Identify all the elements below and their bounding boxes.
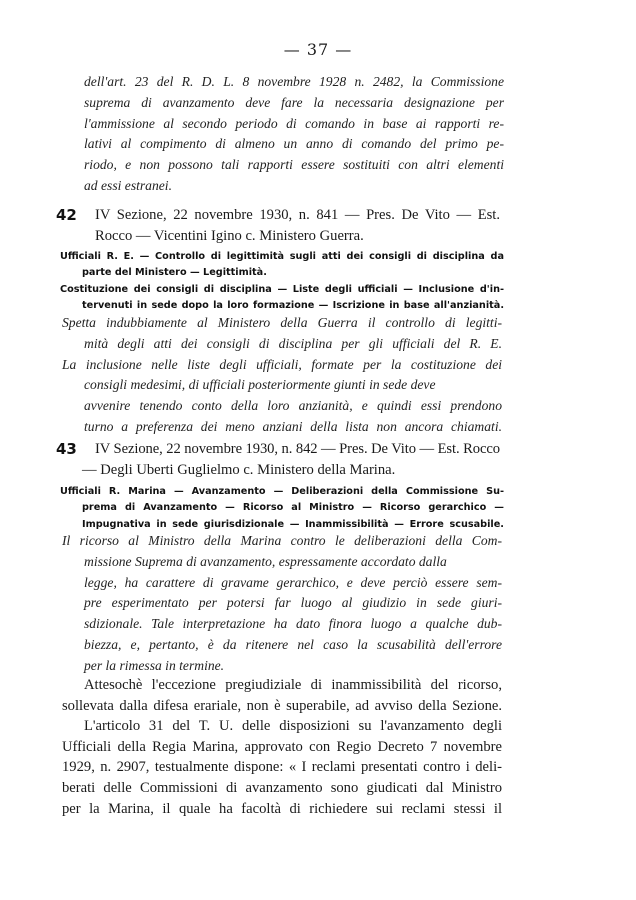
text-line: IV Sezione, 22 novembre 1930, n. 842 — Pres. De Vito — Est. Rocco [95, 441, 500, 457]
text-line: dell'art. 23 del R. D. L. 8 novembre 1928 n. 2482, la Commissione [84, 74, 504, 89]
text-line: parte del Ministero — Legittimità. [82, 267, 267, 279]
text-line: pre esperimentato per potersi far luogo al giudizio in sede giuri- [84, 595, 502, 611]
text-line: biezza, e, pertanto, è da ritenere nel caso la scusabilità dell'errore [84, 636, 502, 652]
text-line: Impugnativa in sede giurisdizionale — Inammissibilità — Errore scusabile. [82, 518, 504, 530]
text-line: avvenire tenendo conto della loro anzianità, e quindi essi prendono [84, 398, 502, 414]
decision-body [62, 675, 502, 819]
text-line: Costituzione dei consigli di disciplina — Liste degli ufficiali — Inclusione d'in- [60, 283, 504, 295]
text-line: L'articolo 31 del T. U. delle disposizioni su l'avanzamento degli [84, 718, 502, 735]
text-line: legge, ha carattere di gravame gerarchico, e deve perciò essere sem- [84, 574, 502, 590]
text-line: sollevata dalla difesa erariale, non è superabile, ad avviso della Sezione. [62, 697, 502, 714]
text-line: missione Suprema di avanzamento, espressamente accordato dalla [84, 553, 447, 569]
text-line: l'ammissione al secondo periodo di comando in base ai rapporti re- [84, 115, 504, 131]
text-line: tervenuti in sede dopo la loro formazione — Iscrizione in base all'anzianità. [82, 300, 504, 312]
case-42-number: 42 [56, 206, 77, 224]
page-number: — 37 — [283, 40, 353, 59]
text-line: La inclusione nelle liste degli ufficiali, formate per la costituzione dei [62, 356, 502, 372]
text-line: berati delle Commissioni di avanzamento sono giudicati dal Ministro [62, 779, 502, 796]
text-line: Ufficiali R. Marina — Avanzamento — Deliberazioni della Commissione Su- [60, 486, 504, 497]
case-42-maxim [62, 313, 502, 438]
text-line: sdizionale. Tale interpretazione ha dato finora luogo a qualche dub- [84, 616, 502, 632]
text-line: per la Marina, il quale ha facoltà di richiedere sui reclami stessi il [62, 800, 502, 817]
case-42-subject [60, 249, 504, 315]
text-line: IV Sezione, 22 novembre 1930, n. 841 — Pres. De Vito — Est. [95, 207, 500, 223]
text-line: lativi al compimento di almeno un anno di comando del primo pe- [84, 136, 504, 152]
text-line: Il ricorso al Ministro della Marina contro le deliberazioni della Com- [62, 533, 502, 548]
text-line: — Degli Uberti Guglielmo c. Ministero della Marina. [82, 461, 396, 478]
case-43-number: 43 [56, 440, 77, 458]
text-line: mità degli atti dei consigli di disciplina per gli ufficiali del R. E. [84, 335, 502, 351]
case-42-heading [95, 205, 500, 246]
text-line: consigli medesimi, di ufficiali posteriormente giunti in sede deve [84, 377, 436, 393]
text-line: prema di Avanzamento — Ricorso al Ministro — Ricorso gerarchico — [82, 502, 504, 514]
text-line: Ufficiali della Regia Marina, approvato con Regio Decreto 7 novembre [62, 738, 502, 755]
text-line: Rocco — Vicentini Igino c. Ministero Guerra. [95, 227, 364, 244]
text-line: Attesochè l'eccezione pregiudiziale di inammissibilità del ricorso, [84, 677, 502, 693]
text-line: turno a preferenza dei meno anziani della lista non ancora chiamati. [84, 418, 502, 434]
case-43-maxim [62, 531, 502, 677]
text-line: suprema di avanzamento deve fare la necessaria designazione per [84, 94, 504, 110]
intro-maxim [84, 72, 504, 197]
text-line: ad essi estranei. [84, 177, 172, 193]
text-line: per la rimessa in termine. [84, 657, 225, 673]
text-line: Spetta indubbiamente al Ministero della Guerra il controllo di legitti- [62, 315, 502, 330]
text-line: 1929, n. 2907, testualmente dispone: « I reclami presentati contro i deli- [62, 759, 502, 776]
case-43-heading [82, 439, 500, 480]
text-line: riodo, e non possono tali rapporti essere sostituiti con altri elementi [84, 157, 504, 173]
text-line: Ufficiali R. E. — Controllo di legittimità sugli atti dei consigli di disciplina da [60, 251, 504, 262]
case-43-subject [60, 484, 504, 533]
